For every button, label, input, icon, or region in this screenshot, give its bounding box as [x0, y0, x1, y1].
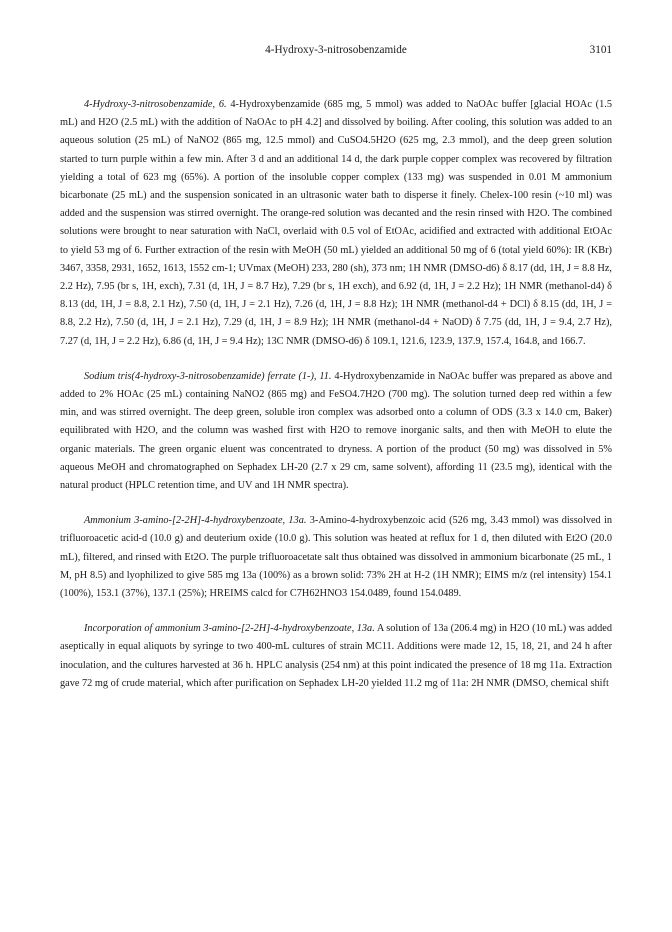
paragraph-text: A solution of 13a (206.4 mg) in H2O (10 mL) was added aseptically in equal aliquots by syringe to two 400-mL cultures of strain MC11. Additions were made 12, 15, 18, 21, and 24 h after inoculation, and the cultures harvested at 36 h. HPLC analysis (254 nm) at this point indicated the presence of 18 mg 11a. Extraction gave 72 mg of crude material, which after purification on Sephadex LH-20 yielded 11.2 mg of 11a: 2H NMR (DMSO, chemical shift — [60, 623, 612, 689]
paragraph-text: 3-Amino-4-hydroxybenzoic acid (526 mg, 3.43 mmol) was dissolved in trifluoroacetic acid-d (10.0 g) and deuterium oxide (10.0 g). This solution was heated at reflux for 1 d, then diluted with Et2O (20.0 mL), filtered, and rinsed with Et2O. The purple trifluoroacetate salt thus obtained was dissolved in ammonium bicarbonate (25 mL, 1 M, pH 8.5) and lyophilized to give 585 mg 13a (100%) as a brown solid: 73% 2H at H-2 (1H NMR); EIMS m/z (rel intensity) 154.1 (100%), 153.1 (37%), 137.1 (25%); HREIMS calcd for C7H62HNO3 154.0489, found 154.0489. — [60, 515, 612, 600]
section-heading: Sodium tris(4-hydroxy-3-nitrosobenzamide) ferrate (1-), 11. — [84, 370, 332, 382]
paragraph-text: 4-Hydroxybenzamide (685 mg, 5 mmol) was added to NaOAc buffer [glacial HOAc (1.5 mL) and H2O (2.5 mL) with the addition of NaOAc to pH 4.2] and dissolved by boiling. After cooling, this solution was added to an aqueous solution (25 mL) of NaNO2 (865 mg, 12.5 mmol) and CuSO4.5H2O (625 mg, 2.3 mmol), and the deep green solution started to turn purple within a few min. After 3 d and an additional 14 d, the dark purple copper complex was recovered by filtration yielding a total of 623 mg (65%). A portion of the insoluble copper complex (133 mg) was suspended in 0.01 M ammonium bicarbonate (25 mL) and the suspension sonicated in an ultrasonic water bath to disperse it finely. Chelex-100 resin (~10 ml) was added and the suspension was stirred overnight. The orange-red solution was decanted and the resin rinsed with H2O. The combined solutions were brought to near saturation with NaCl, overlaid with 0.5 vol of EtOAc, acidified and extracted with additional EtOAc to yield 53 mg of 6. Further extraction of the resin with MeOH (50 mL) yielded an additional 50 mg of 6 (total yield 60%): IR (KBr) 3467, 3358, 2931, 1652, 1613, 1552 cm-1; UVmax (MeOH) 233, 280 (sh), 373 nm; 1H NMR (DMSO-d6) δ 8.17 (dd, 1H, J = 8.8 Hz, 2.2 Hz), 7.95 (br s, 1H, exch), 7.31 (d, 1H, J = 8.7 Hz), 7.29 (br s, 1H exch), and 6.92 (d, 1H, J = 2.2 Hz); 1H NMR (methanol-d4) δ 8.13 (dd, 1H, J = 8.8, 2.1 Hz), 7.50 (d, 1H, J = 2.1 Hz), 7.26 (d, 1H, J = 8.8 Hz); 1H NMR (methanol-d4 + DCl) δ 8.15 (dd, 1H, J = 8.8, 2.2 Hz), 7.50 (d, 1H, J = 2.1 Hz), 7.29 (d, 1H, J = 8.9 Hz); 1H NMR (methanol-d4 + NaOD) δ 7.75 (dd, 1H, J = 9.4, 2.7 Hz), 7.27 (d, 1H, J = 2.2 Hz), 6.86 (d, 1H, J = 9.4 Hz); 13C NMR (DMSO-d6) δ 109.1, 121.6, 123.9, 137.9, 157.4, 164.8, and 166.7. — [60, 99, 612, 347]
section-heading: Ammonium 3-amino-[2-2H]-4-hydroxybenzoate, 13a. — [84, 515, 307, 527]
paragraph-compound-13a — [60, 512, 612, 603]
section-heading: 4-Hydroxy-3-nitrosobenzamide, 6. — [84, 99, 227, 110]
paragraph-text: 4-Hydroxybenzamide in NaOAc buffer was prepared as above and added to 2% HOAc (25 mL) containing NaNO2 (865 mg) and FeSO4.7H2O (700 mg). The solution turned deep red within a few min, and was stirred overnight. The deep green, soluble iron complex was adsorbed onto a column of ODS (3.3 x 14.0 cm, Baker) equilibrated with H2O, and the column was washed first with H2O to remove inorganic salts, and then with MeOH to elute the organic materials. The green organic eluent was concentrated to dryness. A portion of the product (50 mg) was dissolved in 5% aqueous MeOH and chromatographed on Sephadex LH-20 (2.7 x 29 cm, same solvent), affording 11 (23.5 mg), identical with the natural product (HPLC retention time, and UV and 1H NMR spectra). — [60, 370, 613, 492]
page-number: 3101 — [589, 44, 612, 56]
article-body — [60, 96, 612, 693]
paragraph-incorporation — [60, 620, 612, 693]
paragraph-compound-6 — [60, 96, 612, 351]
section-heading: Incorporation of ammonium 3-amino-[2-2H]-4-hydroxybenzoate, 13a. — [84, 623, 375, 635]
running-title: 4-Hydroxy-3-nitrosobenzamide — [265, 44, 407, 56]
paragraph-compound-11 — [60, 368, 612, 495]
running-head — [60, 42, 612, 58]
